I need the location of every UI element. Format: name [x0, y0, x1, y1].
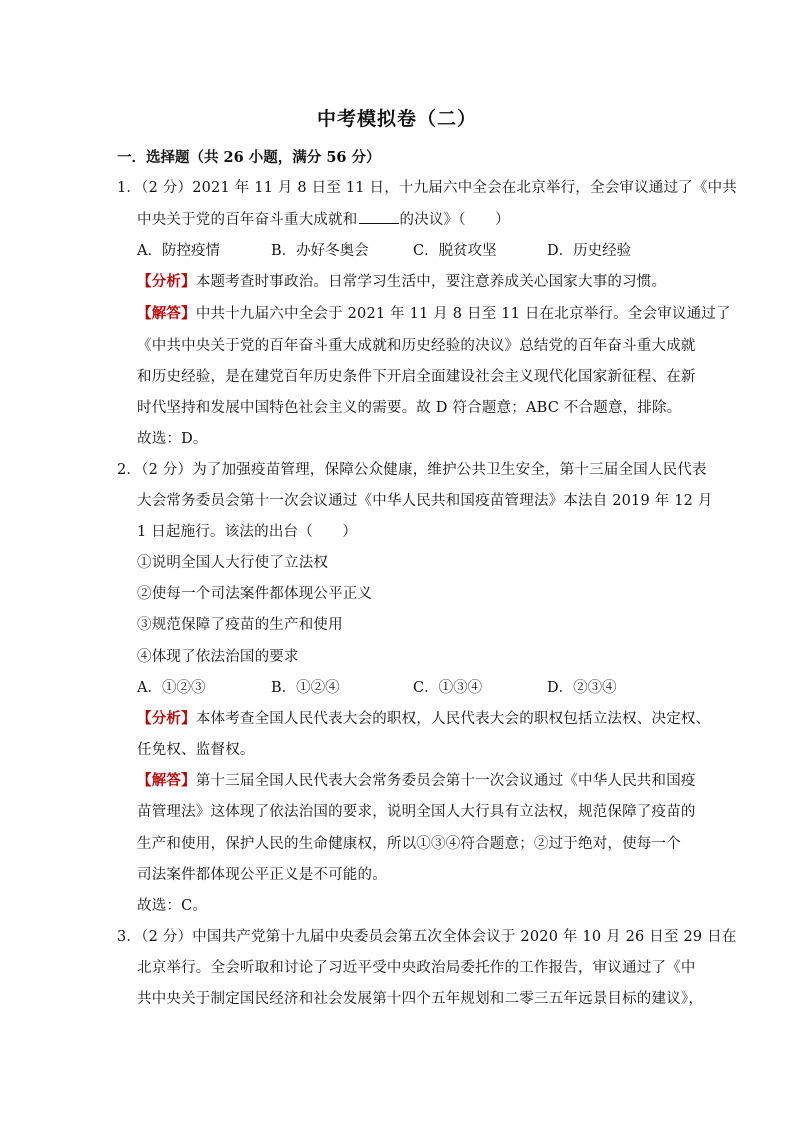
q1-stem-line-2 — [137, 208, 510, 229]
q1-answer-line-1 — [137, 302, 731, 323]
q1-answer-tag: 【解答】 — [137, 305, 196, 322]
q1-analysis — [137, 270, 666, 291]
q2-options — [137, 676, 657, 696]
q2-option-a: A．①②③ — [137, 680, 206, 696]
q2-option-c: C．①③④ — [413, 680, 483, 696]
q1-answer-line-4: 时代坚持和发展中国特色社会主义的需要。故 D 符合题意；ABC 不合题意，排除。 — [137, 400, 682, 416]
q2-stem-line-2: 大会常务委员会第十一次会议通过《中华人民共和国疫苗管理法》本法自 2019 年 12 月 — [137, 493, 713, 509]
q2-analysis-line-1 — [137, 707, 710, 728]
q1-choice: 故选：D。 — [137, 431, 208, 447]
q2-item-1: ①说明全国人大行使了立法权 — [137, 555, 329, 571]
q1-option-d: D．历史经验 — [547, 243, 632, 259]
q2-option-b: B．①②④ — [271, 680, 340, 696]
q1-option-c: C．脱贫攻坚 — [413, 243, 497, 259]
q1-answer-text-1: 中共十九届六中全会于 2021 年 11 月 8 日至 11 日在北京举行。全会审议通过了 — [195, 306, 731, 322]
q2-answer-tag: 【解答】 — [137, 772, 196, 789]
section-header: 一．选择题（共 26 小题，满分 56 分） — [117, 149, 381, 166]
q2-analysis-line-2: 任免权、监督权。 — [137, 742, 255, 758]
q2-answer-text-1: 第十三届全国人民代表大会常务委员会第十一次会议通过《中华人民共和国疫 — [195, 773, 696, 789]
q2-item-3: ③规范保障了疫苗的生产和使用 — [137, 617, 343, 633]
q1-analysis-tag: 【分析】 — [137, 273, 196, 290]
q3-stem-line-3: 共中央关于制定国民经济和社会发展第十四个五年规划和二零三五年远景目标的建议》， — [137, 991, 704, 1007]
q2-item-2: ②使每一个司法案件都体现公平正义 — [137, 586, 373, 602]
q1-analysis-text: 本题考查时事政治。日常学习生活中，要注意养成关心国家大事的习惯。 — [195, 274, 667, 290]
q2-stem-line-3: 1 日起施行。该法的出台（ ） — [137, 524, 358, 540]
q2-analysis-tag: 【分析】 — [137, 710, 196, 727]
q2-answer-line-3: 生产和使用，保护人民的生命健康权，所以①③④符合题意；②过于绝对，使每一个 — [137, 836, 681, 852]
q2-item-4: ④体现了依法治国的要求 — [137, 649, 299, 665]
q1-answer-line-3: 和历史经验，是在建党百年历史条件下开启全面建设社会主义现代化国家新征程、在新 — [137, 369, 696, 385]
q1-answer-line-2: 《中共中央关于党的百年奋斗重大成就和历史经验的决议》总结党的百年奋斗重大成就 — [137, 338, 696, 354]
q1-fill-blank — [359, 211, 399, 224]
q2-analysis-text-1: 本体考查全国人民代表大会的职权，人民代表大会的职权包括立法权、决定权、 — [195, 711, 711, 727]
q2-answer-line-2: 苗管理法》这体现了依法治国的要求，说明全国人大行具有立法权，规范保障了疫苗的 — [137, 804, 696, 820]
q3-stem-line-2: 北京举行。全会听取和讨论了习近平受中央政治局委托作的工作报告，审议通过了《中 — [137, 960, 696, 976]
q2-stem-line-1: 2．（2 分）为了加强疫苗管理，保障公众健康，维护公共卫生安全，第十三届全国人民代表 — [117, 462, 707, 478]
q2-answer-line-1 — [137, 769, 696, 790]
q2-option-d: D．②③④ — [547, 680, 617, 696]
q1-stem-text-a: 中央关于党的百年奋斗重大成就和 — [137, 212, 358, 228]
q2-choice: 故选：C。 — [137, 898, 208, 914]
q1-stem-text-b: 的决议》（ ） — [399, 212, 510, 228]
q1-option-a: A．防控疫情 — [137, 243, 220, 259]
q1-options — [137, 239, 657, 259]
q2-answer-line-4: 司法案件都体现公平正义是不可能的。 — [137, 867, 387, 883]
q1-stem-line-1: 1．（2 分）2021 年 11 月 8 日至 11 日，十九届六中全会在北京举行，全会审议通过了《中共 — [117, 180, 737, 196]
q1-option-b: B．办好冬奥会 — [271, 243, 369, 259]
q3-stem-line-1: 3．（2 分）中国共产党第十九届中央委员会第五次全体会议于 2020 年 10 月 26 日至 29 日在 — [117, 929, 737, 945]
page-title: 中考模拟卷（二） — [316, 108, 477, 130]
